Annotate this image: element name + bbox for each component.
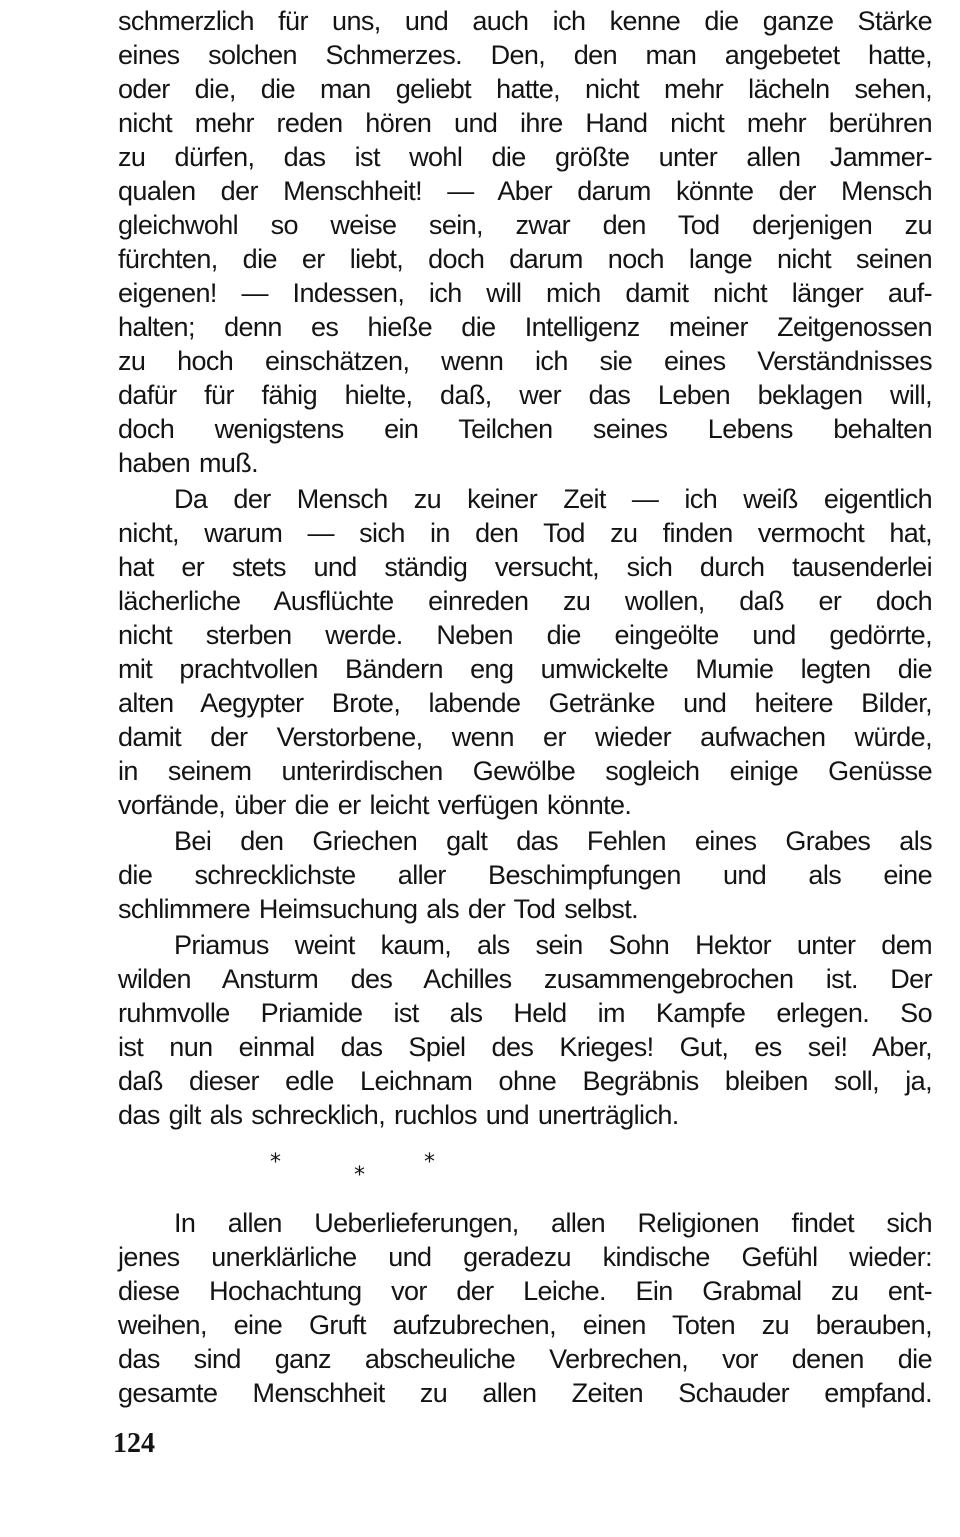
text-line: halten; denn es hieße die Intelligenz meiner Zeitgenossen: [118, 312, 932, 342]
text-line: damit der Verstorbene, wenn er wieder aufwachen würde,: [118, 722, 932, 752]
text-line: das sind ganz abscheuliche Verbrechen, vor denen die: [118, 1344, 932, 1374]
section-break-star: *: [424, 1150, 435, 1175]
text-line: alten Aegypter Brote, labende Getränke und heitere Bilder,: [118, 688, 932, 718]
text-line: vorfände, über die er leicht verfügen könnte.: [118, 790, 632, 820]
text-line: fürchten, die er liebt, doch darum noch lange nicht seinen: [118, 244, 932, 274]
section-break-star: *: [270, 1150, 281, 1175]
text-line: schmerzlich für uns, und auch ich kenne die ganze Stärke: [118, 6, 932, 36]
text-line: in seinem unterirdischen Gewölbe sogleich einige Genüsse: [118, 756, 932, 786]
text-line: das gilt als schrecklich, ruchlos und unerträglich.: [118, 1100, 679, 1130]
text-line: nicht mehr reden hören und ihre Hand nicht mehr berühren: [118, 108, 932, 138]
text-line: haben muß.: [118, 448, 259, 478]
text-line: nicht sterben werde. Neben die eingeölte und gedörrte,: [118, 620, 932, 650]
text-line: jenes unerklärliche und geradezu kindische Gefühl wieder:: [118, 1242, 932, 1272]
text-line: Priamus weint kaum, als sein Sohn Hektor unter dem: [174, 930, 932, 960]
text-line: ist nun einmal das Spiel des Krieges! Gut, es sei! Aber,: [118, 1032, 932, 1062]
text-line: qualen der Menschheit! — Aber darum könnte der Mensch: [118, 176, 932, 206]
text-line: Bei den Griechen galt das Fehlen eines Grabes als: [174, 826, 932, 856]
text-line: doch wenigstens ein Teilchen seines Lebens behalten: [118, 414, 932, 444]
text-line: zu hoch einschätzen, wenn ich sie eines Verständnisses: [118, 346, 932, 376]
text-line: ruhmvolle Priamide ist als Held im Kampfe erlegen. So: [118, 998, 932, 1028]
page-number: 124: [113, 1428, 155, 1459]
text-line: eigenen! — Indessen, ich will mich damit nicht länger auf-: [118, 278, 932, 308]
text-line: gleichwohl so weise sein, zwar den Tod derjenigen zu: [118, 210, 932, 240]
text-line: Da der Mensch zu keiner Zeit — ich weiß eigentlich: [174, 484, 932, 514]
text-line: gesamte Menschheit zu allen Zeiten Schauder empfand.: [118, 1378, 932, 1408]
text-line: oder die, die man geliebt hatte, nicht mehr lächeln sehen,: [118, 74, 932, 104]
text-line: wilden Ansturm des Achilles zusammengebrochen ist. Der: [118, 964, 932, 994]
text-line: zu dürfen, das ist wohl die größte unter allen Jammer-: [118, 142, 932, 172]
text-line: mit prachtvollen Bändern eng umwickelte Mumie legten die: [118, 654, 932, 684]
text-line: weihen, eine Gruft aufzubrechen, einen Toten zu berauben,: [118, 1310, 932, 1340]
text-line: die schrecklichste aller Beschimpfungen und als eine: [118, 860, 932, 890]
text-line: schlimmere Heimsuchung als der Tod selbst.: [118, 894, 639, 924]
text-line: dafür für fähig hielte, daß, wer das Leben beklagen will,: [118, 380, 932, 410]
text-line: hat er stets und ständig versucht, sich durch tausenderlei: [118, 552, 932, 582]
text-line: lächerliche Ausflüchte einreden zu wollen, daß er doch: [118, 586, 932, 616]
text-line: nicht, warum — sich in den Tod zu finden vermocht hat,: [118, 518, 932, 548]
text-line: In allen Ueberlieferungen, allen Religionen findet sich: [174, 1208, 932, 1238]
text-line: diese Hochachtung vor der Leiche. Ein Grabmal zu ent-: [118, 1276, 932, 1306]
section-break-star: *: [354, 1163, 365, 1188]
text-line: eines solchen Schmerzes. Den, den man angebetet hatte,: [118, 40, 932, 70]
text-line: daß dieser edle Leichnam ohne Begräbnis bleiben soll, ja,: [118, 1066, 932, 1096]
